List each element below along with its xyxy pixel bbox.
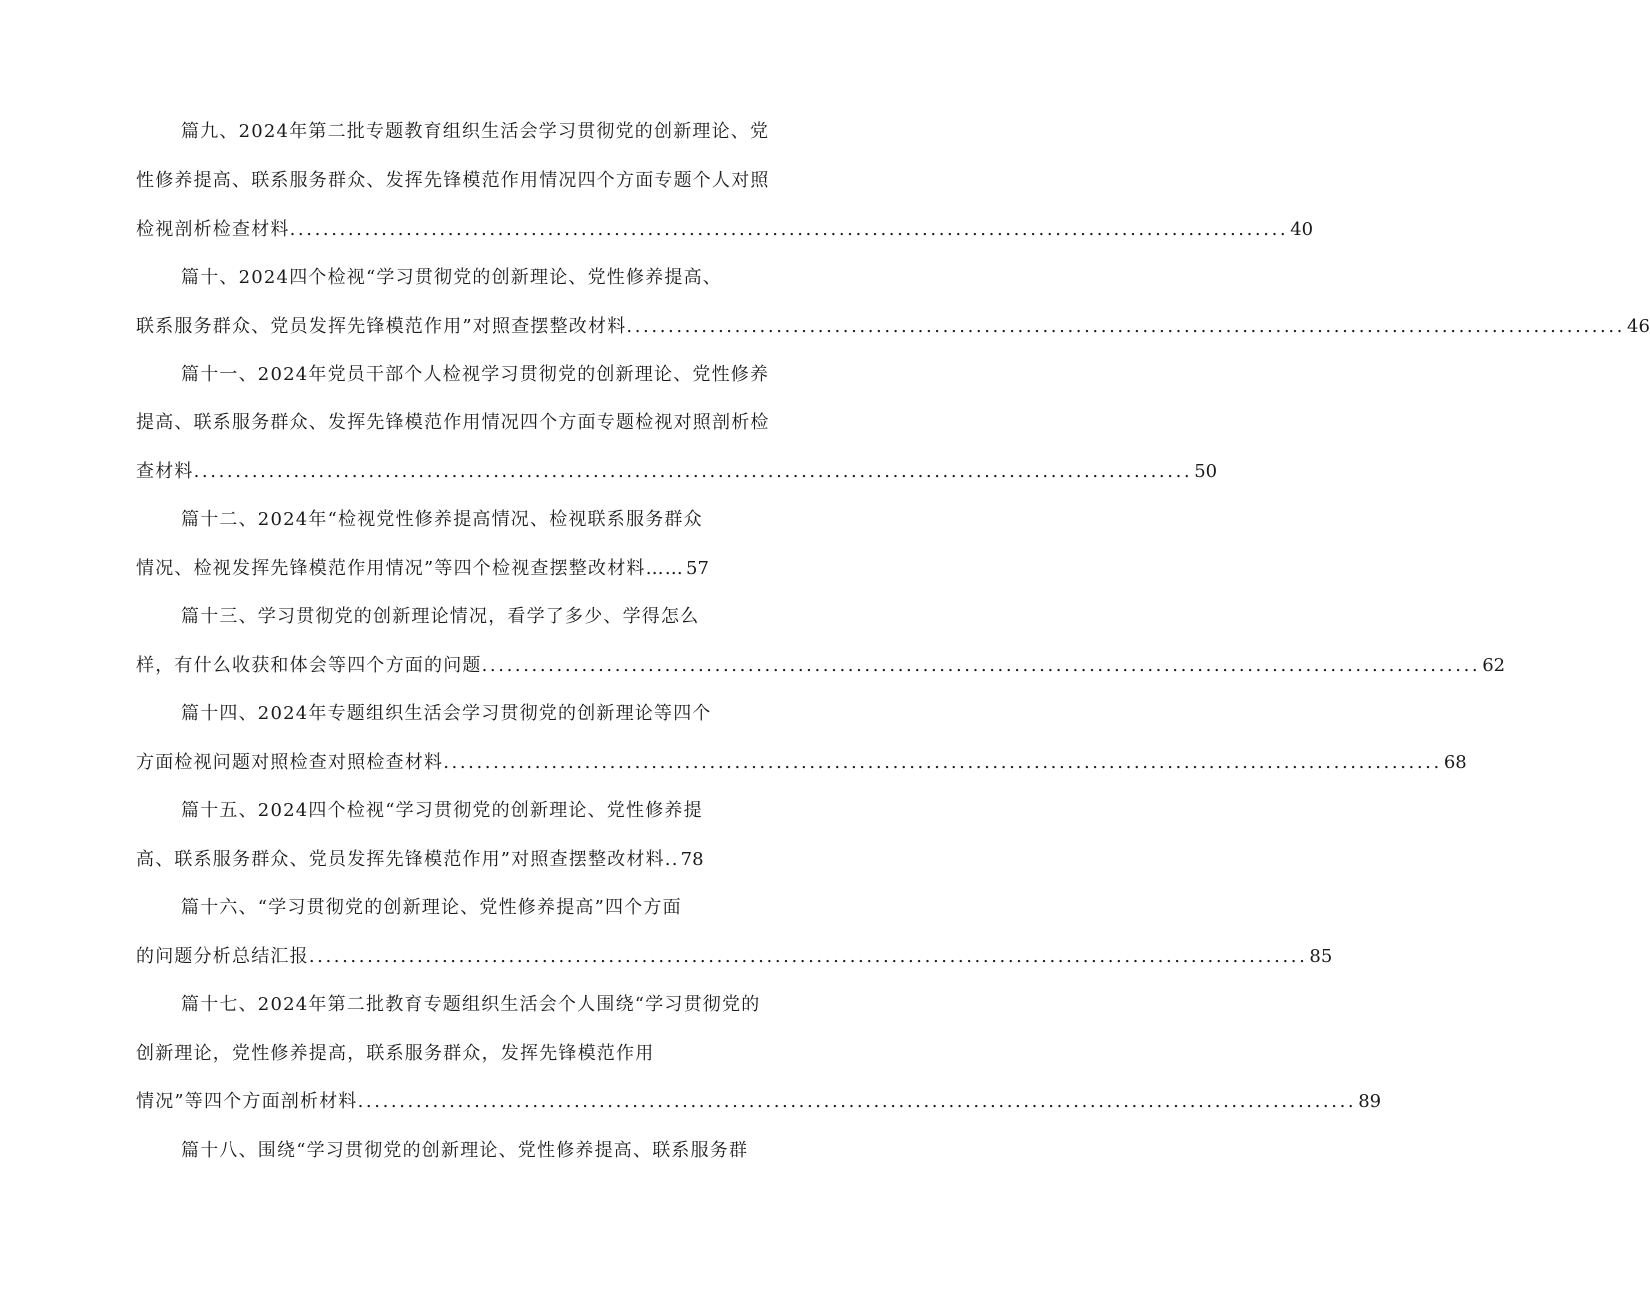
toc-entry-15-line-2: 高、联系服务群众、党员发挥先锋模范作用”对照查摆整改材料.. <box>136 849 679 870</box>
toc-entry-10-line-1: 篇十、2024四个检视“学习贯彻党的创新理论、党性修养提高、 <box>181 267 723 288</box>
toc-entry-17-line-3: 情况”等四个方面剖析材料 <box>136 1091 358 1112</box>
dot-leader: ........................................................................................................................ <box>357 1091 1357 1112</box>
toc-entry-13-leader[interactable] <box>136 654 1506 678</box>
toc-entry-16-page-number: 85 <box>1309 946 1333 967</box>
toc-entry-11-line-1: 篇十一、2024年党员干部个人检视学习贯彻党的创新理论、党性修养 <box>181 364 770 385</box>
toc-entry-11-page-number: 50 <box>1194 461 1218 482</box>
toc-entry-15-page-number: 78 <box>680 849 704 870</box>
dot-leader: ........................................................................................................................ <box>308 946 1308 967</box>
toc-entry-11-leader[interactable] <box>136 460 1218 484</box>
toc-entry-14-page-number: 68 <box>1443 752 1467 773</box>
toc-entry-14-line-2: 方面检视问题对照检查对照检查材料 <box>136 752 444 773</box>
toc-entry-17-page-number: 89 <box>1358 1091 1382 1112</box>
toc-entry-15-line-1: 篇十五、2024四个检视“学习贯彻党的创新理论、党性修养提 <box>181 800 703 821</box>
toc-entry-12-line-2: 情况、检视发挥先锋模范作用情况”等四个检视查摆整改材料…… <box>136 558 684 579</box>
toc-entry-10-page-number: 46 <box>1627 316 1650 337</box>
toc-entry-15-leader[interactable] <box>136 848 732 872</box>
toc-entry-13-line-2: 样，有什么收获和体会等四个方面的问题 <box>136 655 482 676</box>
dot-leader: ........................................................................................................................ <box>193 461 1193 482</box>
toc-entry-9-line-1: 篇九、2024年第二批专题教育组织生活会学习贯彻党的创新理论、党 <box>181 121 770 142</box>
toc-entry-14-line-1: 篇十四、2024年专题组织生活会学习贯彻党的创新理论等四个 <box>181 703 712 724</box>
toc-entry-11-line-2: 提高、联系服务群众、发挥先锋模范作用情况四个方面专题检视对照剖析检 <box>136 412 770 433</box>
toc-entry-12-page-number: 57 <box>686 558 709 579</box>
toc-entry-14-leader[interactable] <box>136 751 1467 775</box>
toc-entry-18-line-1: 篇十八、围绕“学习贯彻党的创新理论、党性修养提高、联系服务群 <box>181 1140 749 1161</box>
toc-entry-17-line-2: 创新理论，党性修养提高，联系服务群众，发挥先锋模范作用 <box>136 1043 655 1064</box>
dot-leader: ........................................................................................................................ <box>443 752 1442 773</box>
toc-entry-9-line-2: 性修养提高、联系服务群众、发挥先锋模范作用情况四个方面专题个人对照 <box>136 170 770 191</box>
toc-entry-12-leader[interactable] <box>136 557 742 581</box>
toc-entry-9-leader[interactable] <box>136 218 1314 242</box>
dot-leader: ........................................................................................................................ <box>289 219 1289 240</box>
toc-entry-17-leader[interactable] <box>136 1090 1382 1114</box>
toc-entry-16-line-2: 的问题分析总结汇报 <box>136 946 309 967</box>
toc-entry-10-leader[interactable] <box>136 315 1650 339</box>
toc-entry-11-line-3: 查材料 <box>136 461 194 482</box>
toc-entry-16-leader[interactable] <box>136 945 1333 969</box>
toc-entry-13-page-number: 62 <box>1482 655 1506 676</box>
toc-entry-9-line-3: 检视剖析检查材料 <box>136 219 290 240</box>
toc-entry-12-line-1: 篇十二、2024年“检视党性修养提高情况、检视联系服务群众 <box>181 509 703 530</box>
toc-entry-17-line-1: 篇十七、2024年第二批教育专题组织生活会个人围绕“学习贯彻党的 <box>181 994 761 1015</box>
toc-entry-13-line-1: 篇十三、学习贯彻党的创新理论情况，看学了多少、学得怎么 <box>181 606 700 627</box>
dot-leader: ........................................................................................................................ <box>626 316 1626 337</box>
toc-entry-9-page-number: 40 <box>1290 219 1314 240</box>
toc-entry-16-line-1: 篇十六、“学习贯彻党的创新理论、党性修养提高”四个方面 <box>181 897 682 918</box>
toc-entry-10-line-2: 联系服务群众、党员发挥先锋模范作用”对照查摆整改材料 <box>136 316 627 337</box>
dot-leader: ........................................................................................................................ <box>481 655 1481 676</box>
